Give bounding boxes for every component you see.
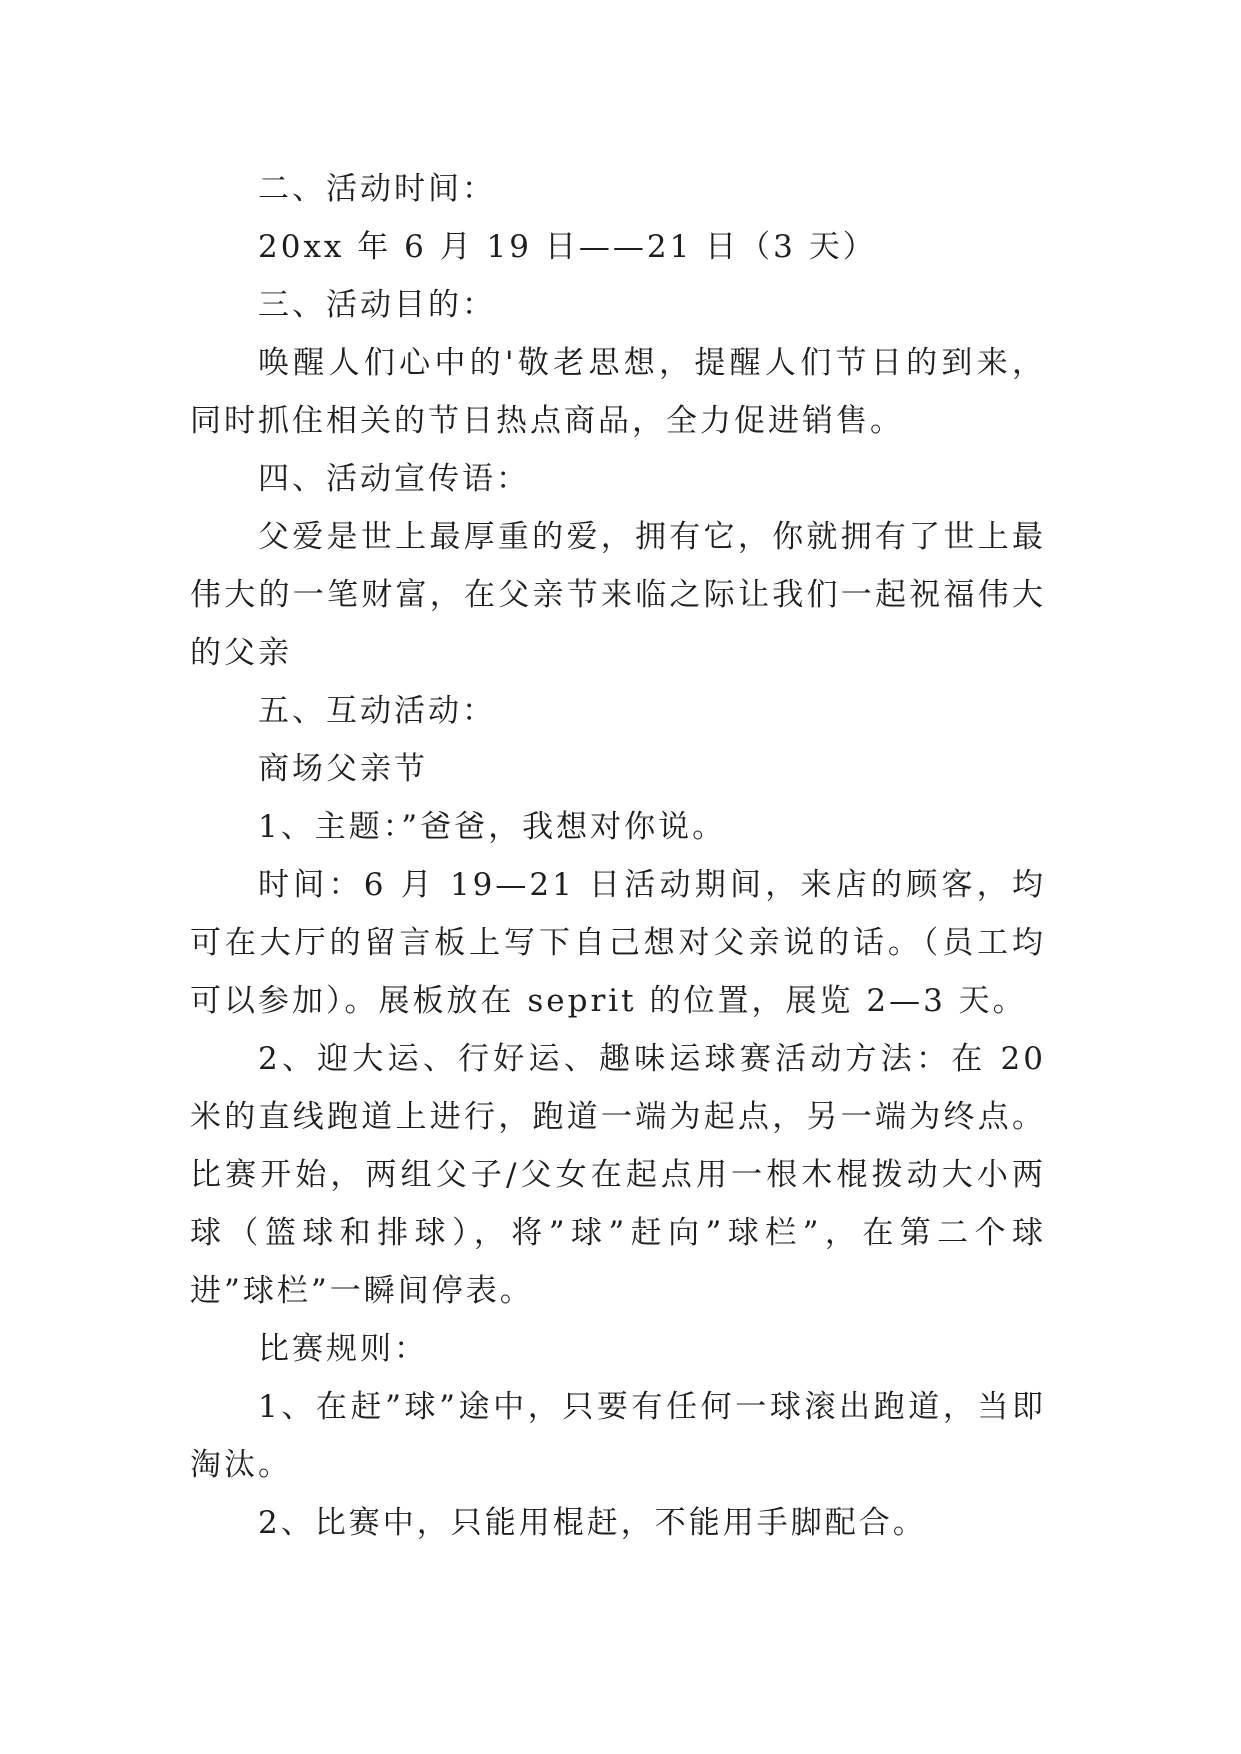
subheading-mall-fathers-day: 商场父亲节	[258, 751, 428, 787]
section-heading-time: 二、活动时间：	[258, 171, 496, 207]
rules-heading: 比赛规则：	[258, 1331, 428, 1367]
activity-1-details: 时间：6 月 19—21 日活动期间，来店的顾客，均可在大厅的留言板上写下自己想对父亲说的话。（员工均可以参加）。展板放在 seprit 的位置，展览 2—3 天。	[190, 867, 1046, 1019]
section-heading-interactive: 五、互动活动：	[258, 693, 496, 729]
document-body	[190, 160, 1046, 1552]
purpose-text: 唤醒人们心中的'敬老思想，提醒人们节日的到来，同时抓住相关的节日热点商品，全力促进销售。	[190, 345, 1046, 439]
section-heading-purpose: 三、活动目的：	[258, 287, 496, 323]
section-heading-slogan: 四、活动宣传语：	[258, 461, 530, 497]
event-dates: 20xx 年 6 月 19 日——21 日（3 天）	[258, 229, 877, 265]
activity-2-method: 2、迎大运、行好运、趣味运球赛活动方法：在 20 米的直线跑道上进行，跑道一端为起点，另一端为终点。比赛开始，两组父子/父女在起点用一根木棍拨动大小两球（篮球和排球），将”球”赶向”球栏”，在第二个球进”球栏”一瞬间停表。	[190, 1041, 1046, 1309]
rule-2: 2、比赛中，只能用棍赶，不能用手脚配合。	[258, 1505, 927, 1541]
slogan-text: 父爱是世上最厚重的爱，拥有它，你就拥有了世上最伟大的一笔财富，在父亲节来临之际让我们一起祝福伟大的父亲	[190, 519, 1046, 671]
rule-1: 1、在赶”球”途中，只要有任何一球滚出跑道，当即淘汰。	[190, 1389, 1046, 1483]
activity-1-theme: 1、主题：”爸爸，我想对你说。	[258, 809, 727, 845]
